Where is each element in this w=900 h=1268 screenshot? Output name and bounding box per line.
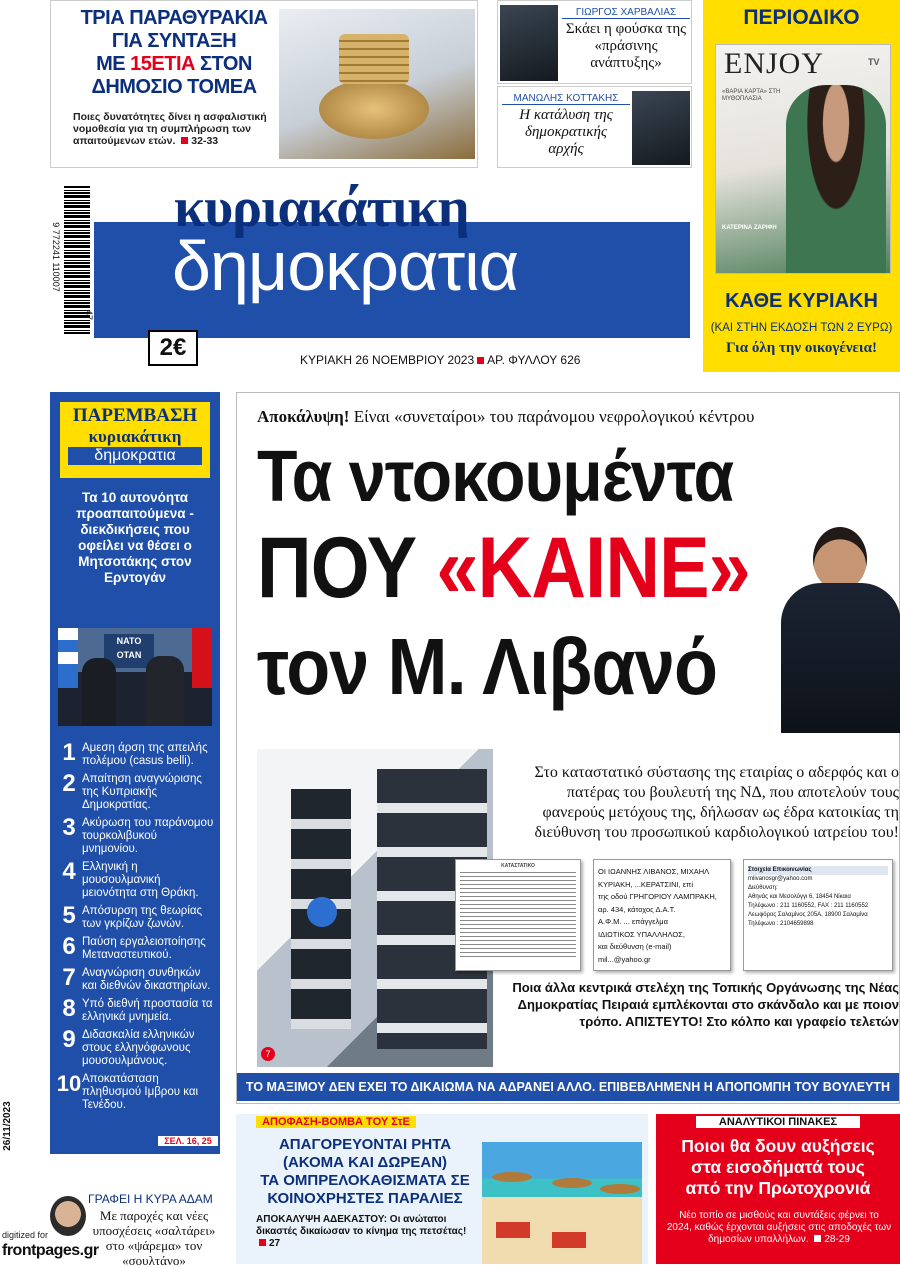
author-photo xyxy=(50,1196,86,1236)
document-2 xyxy=(593,859,731,971)
headline-line: ΤΑ ΟΜΠΡΕΛΟΚΑΘΙΣΜΑΤΑ ΣΕ xyxy=(260,1172,470,1189)
beach-sub: ΑΠΟΚΑΛΥΨΗ ΑΔΕΚΑΣΤΟΥ: Οι ανώτατοι δικαστές δικαίωσαν το κίνημα της πετσέτας! 27 xyxy=(256,1214,467,1249)
headline-line: ΓΙΑ ΣΥΝΤΑΞΗ xyxy=(111,30,237,52)
magazine-tv: TV xyxy=(868,57,880,67)
intervention-tag: ΠΑΡΕΜΒΑΣΗ xyxy=(72,405,198,426)
masthead-line1: κυριακάτικη xyxy=(174,177,469,239)
doc-line: αρ. 434, κάτοχος Δ.Α.Τ. xyxy=(598,904,676,914)
demand-item: 4 Ελληνική η μουσουλμανική μειονότητα στη Θράκη. xyxy=(62,858,199,899)
photo-number: 7 xyxy=(261,1047,275,1061)
cover-model xyxy=(786,85,886,273)
salaries-headline xyxy=(656,1136,900,1199)
credit-line2[interactable]: frontpages.gr xyxy=(2,1242,99,1259)
salaries-tag: ΑΝΑΛΥΤΙΚΟΙ ΠΙΝΑΚΕΣ xyxy=(696,1116,860,1128)
doc-line: Λεωφόρος Σαλαμίνος 205Α, 18900 Σαλαμίνα xyxy=(748,912,868,918)
salaries-sub: Νέο τοπίο σε μισθούς και συντάξεις φέρνει το 2024, καθώς έρχονται αυξήσεις στις αποδοχές των δημοσίων υπαλλήλων. 28-29 xyxy=(666,1210,892,1245)
doc-line: Διεύθυνση: xyxy=(748,885,778,891)
opinion-kottakis[interactable] xyxy=(497,86,692,168)
sidebar-pages: ΣΕΛ. 16, 25 xyxy=(158,1136,218,1146)
date: ΚΥΡΙΑΚΗ 26 ΝΟΕΜΒΡΙΟΥ 2023 xyxy=(300,353,475,367)
doc-line: mlivanosgr@yahoo.com xyxy=(748,876,813,882)
credit-line1: digitized for xyxy=(2,1230,49,1240)
family-note: Για όλη την οικογένεια! xyxy=(726,340,877,356)
main-story[interactable] xyxy=(236,392,900,1104)
brand-line2: δημοκρατια xyxy=(68,447,202,465)
barcode-numbers: 9 772241 110007 xyxy=(51,222,61,292)
pension-headline xyxy=(59,7,289,99)
cover-text: «ΒΑΡΙΑ ΚΑΡΤΑ» ΣΤΗ ΜΥΘΟΠΛΑΣΙΑ xyxy=(722,89,781,102)
brand-line1: κυριακάτικη xyxy=(88,427,182,446)
story-body: Στο καταστατικό σύστασης της εταιρίας ο αδερφός και ο πατέρας του βουλευτή της ΝΔ, που αποτελούν τους φανερούς μετόχους της, δήλωσαν ως έδρα κατοικίας τη διεύθυνση του προσωπικού καρδιολογικού ιατρείου του! xyxy=(534,764,899,841)
headline-line: ΚΟΙΝΟΧΡΗΣΤΕΣ ΠΑΡΑΛΙΕΣ xyxy=(267,1190,463,1207)
doc-line: ΙΔΙΩΤΙΚΟΣ ΥΠΑΛΛΗΛΟΣ, xyxy=(598,929,685,939)
masthead-box xyxy=(84,177,690,338)
document-1: ΚΑΤΑΣΤΑΤΙΚΟ xyxy=(455,859,581,971)
beach-story[interactable] xyxy=(236,1114,648,1264)
demand-item: 9 Διδασκαλία ελληνικών στους ελληνόφωνους μουσουλμάνους. xyxy=(62,1026,195,1067)
demand-item: 6 Παύση εργαλειοποίησης Μεταναστευτικού. xyxy=(62,933,206,961)
story-banner: ΤΟ ΜΑΞΙΜΟΥ ΔΕΝ ΕΧΕΙ ΤΟ ΔΙΚΑΙΩΜΑ ΝΑ ΑΔΡΑΝΕΙ ΑΛΛΟ. ΕΠΙΒΕΒΛΗΜΕΝΗ Η ΑΠΟΠΟΜΠΗ ΤΟΥ ΒΟΥΛΕΥΤΗ xyxy=(237,1073,899,1101)
doc-line: Αθηνάς και Μεσολόγγι 6, 18454 Νίκαια xyxy=(748,894,851,900)
document-3 xyxy=(743,859,893,971)
headline-line1: Τα ντοκουμέντα xyxy=(257,437,734,517)
demand-item: 1 Αμεση άρση της απειλής πολέμου (casus belli). xyxy=(62,739,208,767)
opinion-title: Η κατάλυση της δημοκρατικής αρχής xyxy=(519,107,613,157)
author-name: ΜΑΝΩΛΗΣ ΚΟΤΤΑΚΗΣ xyxy=(502,93,630,105)
adam-text: Με παροχές και νέες υποσχέσεις «σαλτάρει» στο «ψάρεμα» τον «σουλτάνο» xyxy=(92,1208,216,1268)
headline-line: ΤΡΙΑ ΠΑΡΑΘΥΡΑΚΙΑ xyxy=(80,7,268,29)
beach-photo xyxy=(482,1142,642,1264)
doc-line: Α.Φ.Μ. ... επάγγελμα xyxy=(598,917,668,926)
vertical-date: 26/11/2023 xyxy=(2,1101,13,1151)
price-badge xyxy=(148,330,198,366)
dateline xyxy=(300,353,690,367)
intervention-tag-box xyxy=(60,402,210,478)
headline-line: από την Πρωτοχρονιά xyxy=(685,1178,871,1198)
doc-line: της οδού ΓΡΗΓΟΡΙΟΥ ΛΑΜΠΡΑΚΗ, xyxy=(598,892,717,901)
doc-line: ΟΙ ΙΩΑΝΝΗΣ ΛΙΒΑΝΟΣ, ΜΙΧΑΗΛ xyxy=(598,867,710,876)
beach-headline xyxy=(256,1136,474,1208)
doc-line: mil...@yahoo.gr xyxy=(598,954,651,964)
demand-item: 7 Αναγνώριση συνθηκών και διεθνών δικαστηρίων. xyxy=(62,964,211,992)
headline-line: στα εισοδήματά τους xyxy=(691,1157,865,1177)
salaries-story[interactable] xyxy=(656,1114,900,1264)
magazine-promo[interactable] xyxy=(703,0,900,372)
livanos-photo xyxy=(777,521,900,733)
demand-item: 5 Απόσυρση της θεωρίας των γκρίζων ζωνών. xyxy=(62,902,203,930)
author-photo xyxy=(500,5,558,81)
sidebar-intro: Τα 10 αυτονόητα προαπαιτούμενα - διεκδικήσεις που οφείλει να θέσει ο Μητσοτάκης στον Ερντογάν xyxy=(76,490,194,585)
headline-line: ΜΕ 15ΕΤΙΑ ΣΤΟΝ xyxy=(96,53,252,75)
story-question: Ποια άλλα κεντρικά στελέχη της Τοπικής Οργάνωσης της Νέας Δημοκρατίας Πειραιά εμπλέκονται στο σκάνδαλο και με ποιον τρόπο. ΑΠΙΣΤΕΥΤΟ! Στο κόλπο και γραφείο τελετών xyxy=(512,980,899,1029)
doc-line: Τηλέφωνο : 2104659898 xyxy=(748,921,814,927)
doc-line: και διεύθυνση (e-mail) xyxy=(598,942,672,951)
kicker: Αποκάλυψη! Είναι «συνεταίροι» του παράνομου νεφρολογικού κέντρου xyxy=(257,407,755,426)
every-sunday: ΚΑΘΕ ΚΥΡΙΑΚΗ xyxy=(725,290,878,312)
magazine-name: ENJOY xyxy=(724,47,824,80)
pension-teaser[interactable] xyxy=(50,0,478,168)
headline-line: Ποιοι θα δουν αυξήσεις xyxy=(681,1136,875,1156)
headline-line3: τον Μ. Λιβανό xyxy=(257,622,718,711)
pension-sub: Ποιες δυνατότητες δίνει η ασφαλιστική νομοθεσία για τη συμπλήρωση των απαιτούμενων ετών. 32-33 xyxy=(73,111,267,147)
summit-photo xyxy=(58,628,212,726)
demand-item: 8 Υπό διεθνή προστασία τα ελληνικά μνημεία. xyxy=(62,995,213,1023)
beach-tag: ΑΠΟΦΑΣΗ-ΒΟΜΒΑ ΤΟΥ ΣτΕ xyxy=(256,1116,416,1128)
price: 2€ xyxy=(159,334,187,361)
coins-illustration xyxy=(279,9,475,159)
demand-item: 3 Ακύρωση του παράνομου τουρκολιβυκού μνημονίου. xyxy=(62,814,214,855)
issue-number: ΑΡ. ΦΥΛΛΟΥ 626 xyxy=(487,353,581,367)
nato-banner: NATO OTAN xyxy=(104,634,154,668)
doc-line: Τηλέφωνο : 211 1160552, FAX : 211 1160552 xyxy=(748,903,869,909)
headline-line: (ΑΚΟΜΑ ΚΑΙ ΔΩΡΕΑΝ) xyxy=(282,1154,448,1171)
doc-line: Στοιχεία Επικοινωνίας xyxy=(748,866,888,875)
magazine-label: ΠΕΡΙΟΔΙΚΟ xyxy=(743,6,860,29)
masthead-line2: δημοκρατια xyxy=(172,227,519,305)
demands-list xyxy=(56,740,214,1115)
sidebar-intervention[interactable] xyxy=(50,392,220,1154)
magazine-cover xyxy=(715,44,891,274)
cover-person: ΚΑΤΕΡΙΝΑ ΖΑΡΙΦΗ xyxy=(722,225,777,231)
doc-line: ΚΥΡΙΑΚΗ, ...ΚΕΡΑΤΣΙΝΙ, επί xyxy=(598,879,693,889)
headline-line: ΔΗΜΟΣΙΟ ΤΟΜΕΑ xyxy=(91,76,257,98)
headline-line2: ΠΟΥ «ΚΑΙΝΕ» xyxy=(257,520,750,616)
edition-note: (ΚΑΙ ΣΤΗΝ ΕΚΔΟΣΗ ΤΩΝ 2 ΕΥΡΩ) xyxy=(710,322,893,334)
demand-item: 10 Αποκατάσταση πληθυσμού Ιμβρου και Τενέδου. xyxy=(56,1071,199,1111)
demand-item: 2 Απαίτηση αναγνώρισης της Κυπριακής Δημοκρατίας. xyxy=(62,770,202,811)
opinion-title: Σκάει η φούσκα της «πράσινης ανάπτυξης» xyxy=(565,21,687,71)
author-name: ΓΙΩΡΓΟΣ ΧΑΡΒΑΛΙΑΣ xyxy=(562,7,690,19)
author-photo xyxy=(632,91,690,165)
adam-tag: ΓΡΑΦΕΙ Η ΚΥΡΑ ΑΔΑΜ xyxy=(88,1192,213,1206)
opinion-kharvalias[interactable] xyxy=(497,0,692,84)
issue-code: 47 xyxy=(84,309,95,321)
headline-line: ΑΠΑΓΟΡΕΥΟΝΤΑΙ ΡΗΤΑ xyxy=(278,1136,452,1153)
